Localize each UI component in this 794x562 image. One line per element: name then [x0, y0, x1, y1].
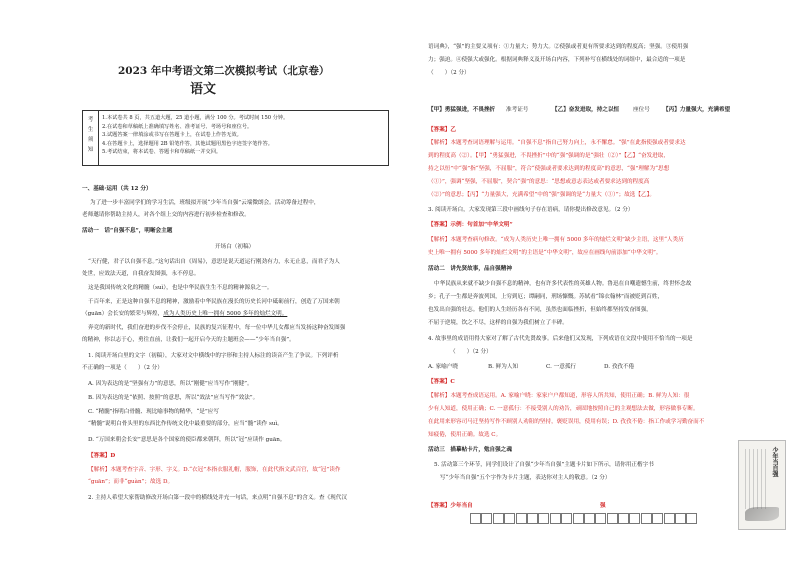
- passage-line: （guān）会长安的繁荣与辉煌，成为人类历史上唯一拥有 5000 多年的灿烂文明。: [82, 311, 288, 317]
- intro-line: 老师邀请你帮助主持人，对各个组上交的内容进行初步检查和修改。: [82, 212, 250, 218]
- explanation: （①）”，强调“坚强，不屈服”，契合“强”的意思：“思想或意志表达或者要求达到的程度高: [428, 179, 650, 185]
- explanation: 【解析】本题考查字音、字形、字义。D.“衣冠”本指衣服礼帽，服饰，在此代指文武百官，故“冠”读作: [88, 467, 341, 473]
- underlined-sentence: 成为人类历史上唯一拥有 5000 多年的灿烂文明。: [163, 311, 288, 317]
- option-b: B. 鲜为人知: [488, 364, 519, 370]
- answer-options-strip: [428, 105, 731, 117]
- story-line: 乡；孔子一生都是奔波列国，上穷到厄；谭嗣同，刑场慷慨。苏轼看“锦衣翰林”而被贬到百姓，: [428, 294, 664, 300]
- explanation: 持之以恒”中“强”指“坚强，不屈服”，符合“使强或者要求达到的程度高”的意思，“强”理解为“思想: [428, 166, 670, 172]
- option-c: “精髓”说明白骨头里的东西比作传统文化中最重要的部分，应当“髓”读作 suì。: [88, 421, 283, 427]
- candidate-number-label: 准考证号: [506, 107, 529, 113]
- explanation: 【解析】本题考查成语运用。A. 家喻户晓：家家户户都知道，形容人所共知，使用正确；B. 鲜为人知：很: [428, 393, 690, 399]
- answer-label: 【答案】C: [428, 379, 455, 385]
- option-d: D. “万国来朝会长安”意思是各个国家的使臣都来朝拜，所以“冠”应读作 guān。: [88, 437, 286, 443]
- exam-title: 2023 年中考语文第二次模拟考试（北京卷）: [118, 65, 330, 77]
- explanation: 少有人知道，使用正确；C. 一意孤行：不接受别人的劝告，顽固地按照自己的主观想法去做，形容做事专断。: [428, 406, 699, 412]
- theme-card-image: [738, 440, 786, 530]
- explanation: 【解析】本题考查病句修改。“成为人类历史上唯一拥有 5000 多年的灿烂文明”缺少主语，这里“人类历: [428, 237, 684, 243]
- answer-label: 【答案】D: [88, 453, 116, 459]
- exam-notes-box: [82, 110, 389, 166]
- option-b: B. 因为表达的是“依照、按照”的意思，所以“效法”应当写作“效法”。: [88, 395, 259, 401]
- note-item: 1.本试卷共 8 页，共五道大题，25 道小题，满分 100 分。考试时间 150 分钟。: [102, 115, 289, 121]
- option-yi: 【乙】奋发进取，持之以恒: [552, 107, 620, 113]
- question-2-cont: 力；强迫。④使强大或强化。根据词典释义及开场白内容，下列补写在横线处的词组中，最合适的一项是: [428, 57, 686, 63]
- question-1: 不正确的一项是（ ）（2 分）: [82, 365, 163, 371]
- answer-label: 【答案】少年当自: [428, 503, 473, 509]
- explanation: “guān”；而非“guàn”；故选 D。: [88, 479, 174, 485]
- option-d: D. 孜孜不倦: [604, 364, 635, 370]
- passage-line: 千百年来，正是这种自强不息的精神，激励着中华民族在漫长的历史长河中砥砺前行，创造了万国来朝: [88, 299, 340, 305]
- writing-grid[interactable]: [470, 513, 698, 524]
- activity-heading: 活动二 讲先贤故事，品自强精神: [428, 266, 512, 272]
- seat-number-label: 座位号: [633, 107, 650, 113]
- explanation: 在此用来形容司马迁坚持写作不顾别人劝阻的坚持，褒贬误用，使用有误；D. 孜孜不倦：指工作或学习勤奋而不: [428, 419, 705, 425]
- story-line: 中华民族从来就不缺少自强不息的精神，也有许多代表性的英雄人物。鲁迅在自嘲遗憾生前，终世怀念故: [434, 281, 692, 287]
- option-bing: 【丙】力量强大，充满希望: [663, 107, 731, 113]
- question-5: 5. 活动第三个环节，同学们设计了自强“少年当自强”主题卡片如下所示，请你用正楷字书: [434, 462, 654, 468]
- note-item: 4.在答题卡上，选择题用 2B 铅笔作答，其他试题用黑色字迹签字笔作答。: [102, 140, 273, 147]
- question-4: （ ）（2 分）: [450, 349, 492, 355]
- activity-heading: 活动三 描摹帖卡片，勉自强之魂: [428, 447, 512, 453]
- question-5: 写“少年当自强”五个字作为卡片主题，表达你对主人的敬意。（2 分）: [440, 475, 611, 481]
- question-2: 2. 主持人希望大家帮助修改开场白第一段中的横线处并充一句话，来点明“自强不息”的含义。查《现代汉: [88, 495, 347, 501]
- story-line: 不屈于逆境，饮之不尽，这样的自强为我们树立了丰碑。: [428, 320, 568, 326]
- explanation: 到的程度高（②）。【甲】“勇猛强进，不畏挫折”中的“强”强调的是“强壮（②）”【乙】“奋发进取，: [428, 153, 669, 159]
- notes-label: 考 生 须 知: [83, 111, 99, 165]
- notes-list: [102, 114, 288, 157]
- option-a: A. 因为表达的是“坚强有力”的意思，所以“刚健”应当写作“刚健”。: [88, 381, 253, 387]
- subject-title: 语文: [190, 82, 217, 97]
- note-item: 2.在试卷和草稿纸上准确填写姓名、准考证号、考场号和座位号。: [102, 123, 253, 130]
- note-item: 5.考试结束，将本试卷、答题卡和草稿纸一并交回。: [102, 149, 222, 156]
- question-2-cont: （ ）（2 分）: [428, 70, 470, 76]
- section-heading: 一、基础·运用（共 12 分）: [82, 186, 152, 192]
- passage-line: 奔竞的新时代，我们奋进的步伐不会停止，民族的复兴征程中，每一位中华儿女都应当发扬这种奋发图强: [88, 325, 346, 331]
- activity-heading: 活动一 话“自强不息”，明晰会主题: [82, 228, 173, 234]
- explanation: （②）”的意思；【丙】“力量强大，充满希望”中的“强”强调的是“力量大（①）”；故选【乙】。: [428, 192, 655, 198]
- story-line: 也发出自强的壮志。他们的人生经历各有不同，虽然也面临挫折，但始终都坚持发奋图强，: [428, 307, 652, 313]
- explanation: 史上唯一拥有 5000 多年的灿烂文明”的主语是“中华文明”，故应在画线句前添加“中华文明”。: [428, 250, 662, 256]
- answer-label: 强: [600, 503, 606, 509]
- ink-painting: [745, 507, 779, 521]
- passage-line: 这是我国传统文化的精髓（suì），也是中华民族生生不息的精神源泉之一。: [88, 285, 273, 291]
- explanation: 【解析】本题考查词语理解与运用。“自强不息”指自己努力向上，永不懈怠。“强”在此指使强或者要求达: [428, 140, 686, 146]
- question-2-cont: 语词典》，“强”的主要义项有：①力量大；势力大。②使强或者更有所要求达到的程度高；坚强。③使用强: [428, 44, 689, 50]
- option-c: C. 一意孤行: [546, 364, 577, 370]
- passage-line: “天行健，君子以自强不息。”这句话出自《周易》，意思是说天道运行刚劲有力，永无止息，而君子为人: [88, 259, 340, 265]
- note-item: 3.试题答案一律填涂或书写在答题卡上，在试卷上作答无效。: [102, 132, 242, 139]
- passage-line: 的精神，你以志于心，勇往直前，让我们一起开启今天的主题班会——“少年当自强”。: [82, 337, 295, 343]
- explanation: 知疲倦，使用正确。故选 C。: [428, 432, 502, 438]
- poster-title: 少年当自强: [771, 447, 778, 477]
- calligraphy-lines: [745, 449, 767, 509]
- question-3: 3. 阅读开场白，大家发现第三段中画线句子存在语病，请你提出修改意见。（2 分）: [428, 207, 634, 213]
- opening-heading: 开场白（初稿）: [215, 244, 255, 250]
- question-1: 1. 阅读开场白里的文字（初稿），大家对文中横线中的字形和主持人标注的读音产生了争议。下列评析: [88, 353, 339, 359]
- passage-line: 处世，应效法天道，自我奋发图强，永不停息。: [82, 271, 200, 277]
- answer-label: 【答案】示例：句首加“中华文明”: [428, 222, 513, 228]
- answer-label: 【答案】乙: [428, 127, 456, 133]
- option-jia: 【甲】勇猛强进，不畏挫折: [428, 107, 496, 113]
- option-a: A. 家喻户晓: [428, 364, 458, 370]
- intro-line: 为了进一步丰富同学们的学习生活，班级拟开展“少年当自强”云端微朗会。活动筹备过程中，: [90, 200, 320, 206]
- option-c: C. “精髓”指明白骨髓、现比喻事物的精华，“是”应写: [88, 409, 219, 415]
- question-4: 4. 故事里的成语用得大家对了解了古代先贤故事。后来他们又发现，下列成语在文段中使用不恰当的一项是: [428, 336, 693, 342]
